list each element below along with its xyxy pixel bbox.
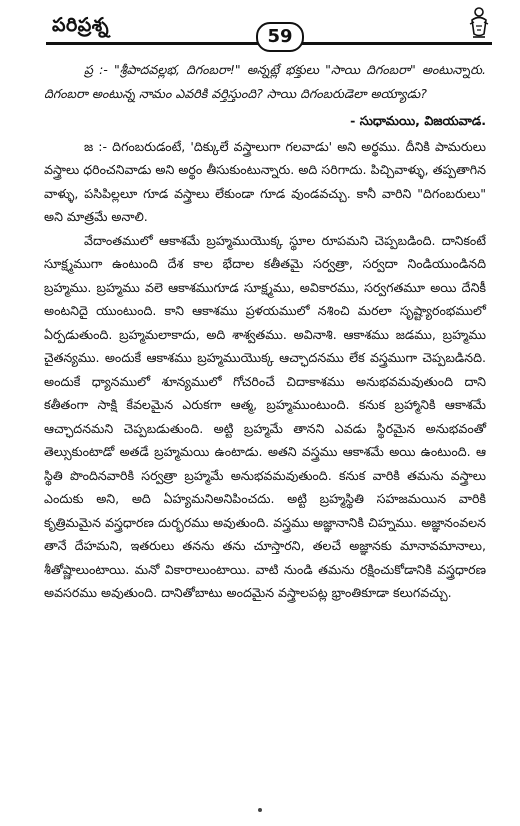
page-header xyxy=(44,0,486,46)
page-number: 59 xyxy=(256,22,304,52)
deity-ornament-icon xyxy=(468,6,490,40)
book-title: పరిప్రశ్న xyxy=(52,14,110,36)
question-text: ప్ర :- "శ్రీపాదవల్లభ, దిగంబరా!" అన్నట్లే భక్తులు "సాయి దిగంబరా" అంటున్నారు. దిగంబరా అంటున్న నామం ఎవరికి వర్తిస్తుంది? సాయి దిగంబరుడెలా అయ్యాడు? xyxy=(44,62,486,101)
footer-dot xyxy=(258,808,262,812)
page-content xyxy=(44,58,486,605)
answer-paragraph-1: జ :- దిగంబరుడంటే, 'దిక్కులే వస్త్రాలుగా గలవాడు' అని అర్థము. దీనికి పామరులు వస్త్రాలు ధరించనివాడు అని అర్థం తీసుకుంటున్నారు. అది సరిగాదు. పిచ్చివాళ్ళు, తప్పతాగిన వాళ్ళు, పసిపిల్లలూ గూడ వస్త్రాలు లేకుండా గూడ వుండవచ్చు. కానీ వారిని "దిగంబరులు" అని మాత్రమే అనాలి. xyxy=(44,138,486,224)
answer-paragraph-2: వేదాంతములో ఆకాశమే బ్రహ్మముయొక్క స్థూల రూపమని చెప్పబడింది. దానికంటే సూక్ష్మముగా ఉంటుంది దేశ కాల భేదాల కతీతమై సర్వత్రా, సర్వదా నిండియుండినది బ్రహ్మము. బ్రహ్మము వలె ఆకాశముగూడ సూక్ష్మము, అవికారము, సర్వగతమూ అయి దేనికీ అంటనిదై యుంటుంది. కాని ఆకాశము ప్రళయములో నశించి మరలా సృష్ట్యారంభములో ఏర్పడుతుంది. బ్రహ్మమలాకాదు, అది శాశ్వతము. అవినాశి. ఆకాశము జడము, బ్రహ్మము చైతన్యము. అందుకే ఆకాశము బ్రహ్మముయొక్క ఆచ్ఛాదనము లేక వస్త్రముగా చెప్పబడినది. అందుకే ధ్యానములో శూన్యములో గోచరించే చిదాకాశము అనుభవమవుతుంది దాని కతీతంగా సాక్షి కేవలమైన ఎరుకగా ఆత్మ, బ్రహ్మముంటుంది. కనుక బ్రహ్మానికి ఆకాశమే ఆచ్ఛాదనమని చెప్పబడుతుంది. అట్టి బ్రహ్మమే తానని ఎవడు స్థిరమైన అనుభవంతో తెల్సుకుంటాడో అతడే బ్రహ్మమయి ఉంటాడు. అతని వస్త్రము ఆకాశమే అయి ఉంటుంది. ఆ స్థితి పొందినవారికి సర్వత్రా బ్రహ్మమే అనుభవమవుతుంది. కనుక వారికి తమను వస్త్రాలు ఎందుకు అని, అది ఏహ్యమనిఅనిపించదు. అట్టి బ్రహ్మస్థితి సహజమయిన వారికి కృత్రిమమైన వస్త్రధారణ దుర్భరము అవుతుంది. వస్త్రము అజ్ఞానానికి చిహ్నము. అజ్ఞానంవలన తానే దేహమని, ఇతరులు తనను తను చూస్తారని, తలచే అజ్ఞానకు మానావమానాలు, శీతోష్ణాలుంటాయి. మనో వికారాలుంటాయి. వాటి నుండి తమను రక్షించుకోడానికి వస్త్రధారణ అవసరము అవుతుంది. దానితోబాటు అందమైన వస్త్రాలపట్ల భ్రాంతికూడా కలుగవచ్చు. xyxy=(44,232,486,600)
question-signature: - సుధామయి, విజయవాడ. xyxy=(350,113,486,128)
